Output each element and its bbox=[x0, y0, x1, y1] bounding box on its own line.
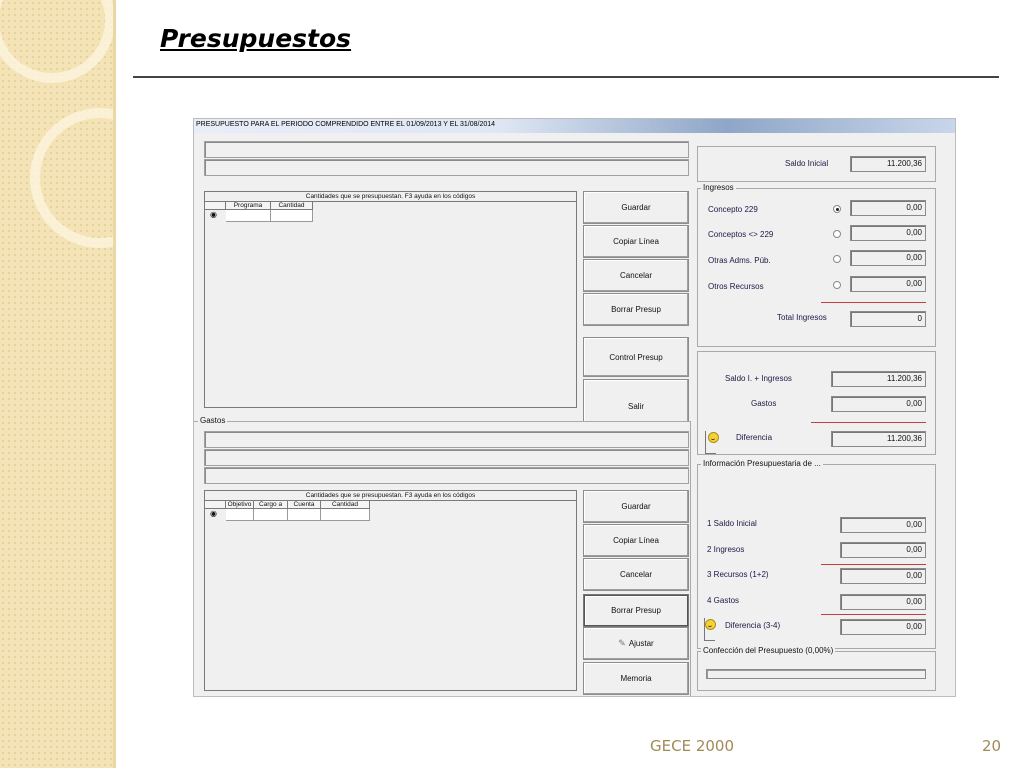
info-saldo-inicial-label: 1 Saldo Inicial bbox=[707, 519, 757, 528]
gastos-label: Gastos bbox=[751, 399, 777, 408]
saldo-ingresos-value[interactable]: 11.200,36 bbox=[831, 371, 926, 387]
budget-window bbox=[193, 118, 956, 697]
cell-cuenta[interactable] bbox=[288, 509, 321, 521]
decorative-sidebar bbox=[0, 0, 113, 768]
gastos-field-2[interactable] bbox=[204, 449, 689, 466]
confeccion-progress-bar bbox=[706, 669, 926, 679]
cell-cantidad[interactable] bbox=[321, 509, 370, 521]
otras-adms-radio[interactable] bbox=[833, 255, 841, 263]
row-selector-icon[interactable]: ◉ bbox=[210, 210, 217, 219]
info-gastos-value[interactable]: 0,00 bbox=[840, 594, 926, 610]
ingresos-group-title: Ingresos bbox=[703, 183, 734, 192]
guardar-button[interactable]: Guardar bbox=[583, 191, 689, 224]
cancelar-gastos-button[interactable]: Cancelar bbox=[583, 558, 689, 591]
smiley-icon bbox=[708, 432, 719, 443]
info-recursos-label: 3 Recursos (1+2) bbox=[707, 570, 769, 579]
salir-button[interactable]: Salir bbox=[583, 379, 689, 433]
row-selector-icon[interactable]: ◉ bbox=[210, 509, 217, 518]
copiar-linea-gastos-button[interactable]: Copiar Línea bbox=[583, 524, 689, 557]
gastos-field-3[interactable] bbox=[204, 467, 689, 484]
info-diferencia-value[interactable]: 0,00 bbox=[840, 619, 926, 635]
info-presupuestaria-title: Información Presupuestaria de ... bbox=[703, 459, 821, 468]
gastos-grid[interactable] bbox=[204, 490, 577, 691]
info-saldo-inicial-value[interactable]: 0,00 bbox=[840, 517, 926, 533]
ajustar-label: Ajustar bbox=[628, 639, 654, 648]
ingresos-grid-caption: Cantidades que se presupuestan. F3 ayuda en los códigos bbox=[205, 192, 576, 202]
diferencia-value[interactable]: 11.200,36 bbox=[831, 431, 926, 447]
otros-recursos-label: Otros Recursos bbox=[708, 282, 764, 291]
conceptos-ne-229-label: Conceptos <> 229 bbox=[708, 230, 774, 239]
info-ingresos-value[interactable]: 0,00 bbox=[840, 542, 926, 558]
column-header-cantidad[interactable]: Cantidad bbox=[271, 202, 313, 210]
memoria-button[interactable]: Memoria bbox=[583, 662, 689, 695]
column-header-cantidad[interactable]: Cantidad bbox=[321, 501, 370, 509]
ajustar-button[interactable] bbox=[583, 627, 689, 660]
info-gastos-label: 4 Gastos bbox=[707, 596, 740, 605]
sidebar-edge bbox=[113, 0, 116, 768]
column-header-cuenta[interactable]: Cuenta bbox=[288, 501, 321, 509]
info-sum-line-2 bbox=[821, 614, 926, 615]
otros-recursos-value[interactable]: 0,00 bbox=[850, 276, 926, 292]
info-recursos-value[interactable]: 0,00 bbox=[840, 568, 926, 584]
cell-cargo-a[interactable] bbox=[254, 509, 288, 521]
saldo-ingresos-label: Saldo I. + Ingresos bbox=[725, 374, 792, 383]
footer-label: GECE 2000 bbox=[650, 737, 734, 755]
saldo-inicial-label: Saldo Inicial bbox=[785, 159, 829, 168]
gastos-grid-caption: Cantidades que se presupuestan. F3 ayuda en los códigos bbox=[205, 491, 576, 501]
total-ingresos-label: Total Ingresos bbox=[777, 313, 827, 322]
header-field-2[interactable] bbox=[204, 159, 689, 176]
concepto-229-value[interactable]: 0,00 bbox=[850, 200, 926, 216]
saldo-inicial-value[interactable]: 11.200,36 bbox=[850, 156, 926, 172]
gastos-grid-corner bbox=[205, 501, 226, 509]
title-divider bbox=[133, 76, 999, 78]
column-header-objetivo[interactable]: Objetivo bbox=[226, 501, 254, 509]
gastos-field-1[interactable] bbox=[204, 431, 689, 448]
otras-adms-label: Otras Adms. Púb. bbox=[708, 256, 771, 265]
column-header-cargo-a[interactable]: Cargo a bbox=[254, 501, 288, 509]
control-presup-button[interactable]: Control Presup bbox=[583, 337, 689, 377]
ingresos-grid-corner bbox=[205, 202, 226, 210]
window-title: PRESUPUESTO PARA EL PERIODO COMPRENDIDO ENTRE EL 01/09/2013 Y EL 31/08/2014 bbox=[196, 121, 496, 128]
info-diferencia-label: Diferencia (3-4) bbox=[725, 621, 781, 630]
gastos-group-title: Gastos bbox=[200, 416, 226, 425]
copiar-linea-button[interactable]: Copiar Línea bbox=[583, 225, 689, 258]
gastos-value[interactable]: 0,00 bbox=[831, 396, 926, 412]
header-field-1[interactable] bbox=[204, 141, 689, 158]
borrar-presup-button[interactable]: Borrar Presup bbox=[583, 293, 689, 326]
smiley-icon bbox=[705, 619, 716, 630]
decorative-rings bbox=[0, 0, 113, 768]
ingresos-sum-line bbox=[821, 302, 926, 303]
ingresos-grid[interactable] bbox=[204, 191, 577, 408]
page-number: 20 bbox=[982, 737, 1002, 755]
conceptos-ne-229-radio[interactable] bbox=[833, 230, 841, 238]
diferencia-label: Diferencia bbox=[736, 433, 773, 442]
concepto-229-label: Concepto 229 bbox=[708, 205, 758, 214]
column-header-programa[interactable]: Programa bbox=[226, 202, 271, 210]
cell-programa[interactable] bbox=[226, 210, 271, 222]
confeccion-title: Confección del Presupuesto (0,00%) bbox=[703, 646, 834, 655]
cell-objetivo[interactable] bbox=[226, 509, 254, 521]
total-ingresos-value[interactable]: 0 bbox=[850, 311, 926, 327]
concepto-229-radio[interactable] bbox=[833, 205, 841, 213]
magic-wand-icon: ✎ bbox=[618, 638, 626, 648]
resumen-sum-line bbox=[811, 422, 926, 423]
info-ingresos-label: 2 Ingresos bbox=[707, 545, 745, 554]
guardar-gastos-button[interactable]: Guardar bbox=[583, 490, 689, 523]
window-titlebar[interactable] bbox=[194, 119, 955, 133]
otros-recursos-radio[interactable] bbox=[833, 281, 841, 289]
info-sum-line-1 bbox=[821, 564, 926, 565]
otras-adms-value[interactable]: 0,00 bbox=[850, 250, 926, 266]
conceptos-ne-229-value[interactable]: 0,00 bbox=[850, 225, 926, 241]
cancelar-button[interactable]: Cancelar bbox=[583, 259, 689, 292]
borrar-presup-gastos-button[interactable]: Borrar Presup bbox=[584, 595, 688, 626]
cell-cantidad[interactable] bbox=[271, 210, 313, 222]
slide-title: Presupuestos bbox=[160, 24, 352, 53]
